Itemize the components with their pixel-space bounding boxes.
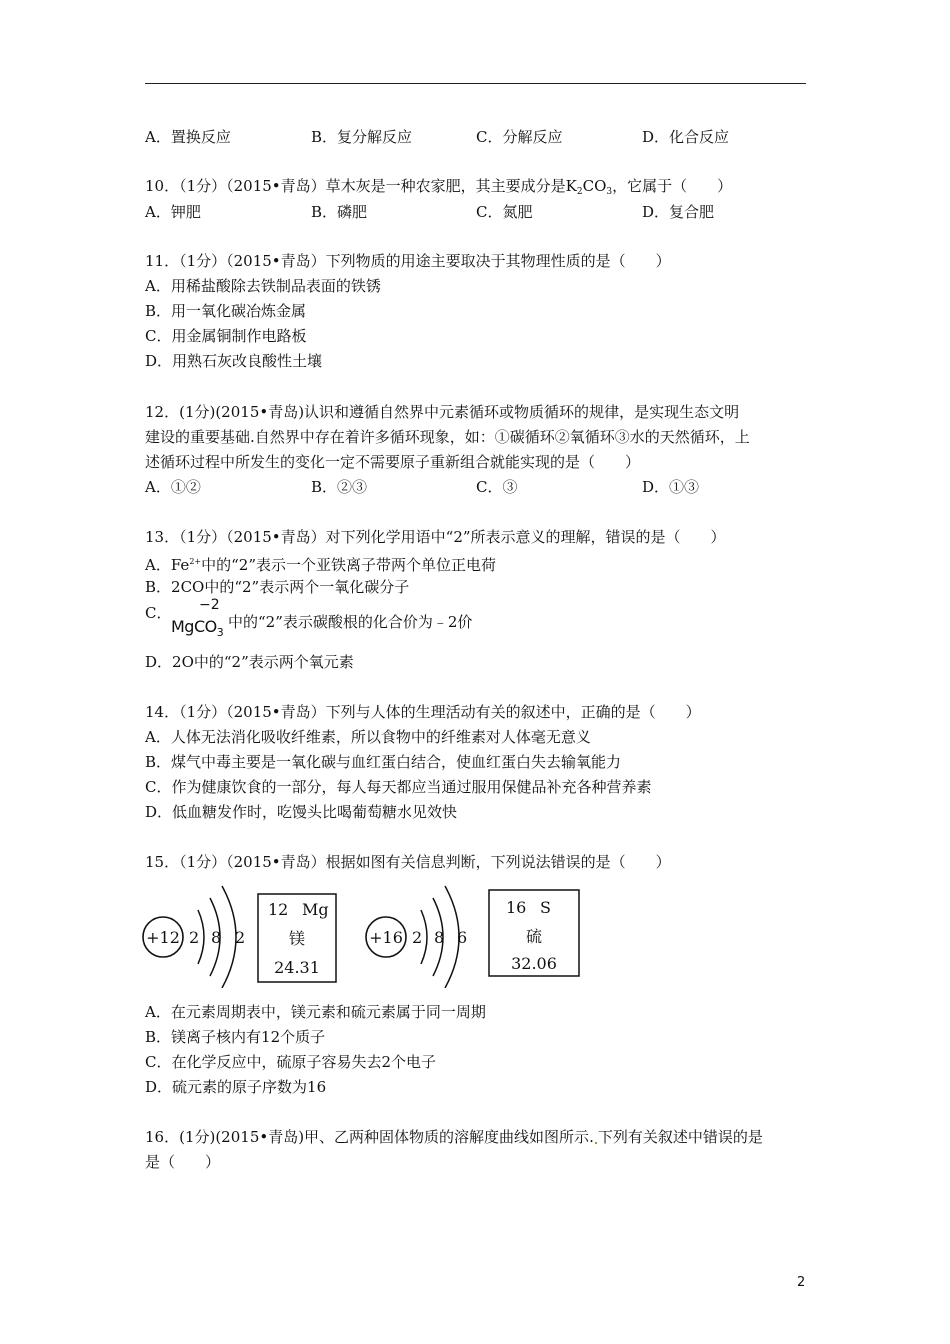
q12-option-a[interactable]: A．①② <box>145 478 201 496</box>
s-atom-diagram <box>366 886 467 988</box>
mg-element-card <box>258 894 336 982</box>
q15-stem: 15．（1分）（2015•青岛）根据如图有关信息判断，下列说法错误的是（ ） <box>145 853 671 871</box>
s-name: 硫 <box>525 927 543 946</box>
q10-option-b[interactable]: B．磷肥 <box>311 203 368 221</box>
q11-option-d[interactable]: D．用熟石灰改良酸性土壤 <box>145 352 323 370</box>
q12-option-c[interactable]: C．③ <box>476 478 518 496</box>
formula-charge: −2 <box>199 597 220 613</box>
mg-nucleus-charge: +12 <box>146 928 180 947</box>
q11-option-c[interactable]: C．用金属铜制作电路板 <box>145 327 307 345</box>
q14-option-a[interactable]: A．人体无法消化吸收纤维素，所以食物中的纤维素对人体毫无意义 <box>145 728 591 746</box>
q16-stem-start: 16．(1分)(2015•青岛)甲、乙两种固体物质的溶解度曲线如图所示. <box>145 1128 594 1146</box>
q11-option-b[interactable]: B．用一氧化碳冶炼金属 <box>145 302 307 320</box>
q10-co: CO <box>582 177 607 195</box>
q12-stem-line3: 述循环过程中所发生的变化一定不需要原子重新组合就能实现的是（ ） <box>145 453 641 471</box>
mg-shell-arc-3 <box>222 886 236 988</box>
q9-options <box>145 127 806 147</box>
q12-options <box>145 477 806 497</box>
q10-stem <box>145 176 732 202</box>
q9-option-a[interactable]: A．置换反应 <box>145 128 231 146</box>
q16-stem-line2: 是（ ） <box>145 1153 221 1171</box>
q14-option-c[interactable]: C．作为健康饮食的一部分，每人每天都应当通过服用保健品补充各种营养素 <box>145 778 652 796</box>
q11-option-a[interactable]: A．用稀盐酸除去铁制品表面的铁锈 <box>145 277 381 295</box>
mg-atomic-mass: 24.31 <box>274 958 320 977</box>
mg-shell-1-count: 2 <box>189 928 200 947</box>
q13-option-b[interactable]: B．2CO中的“2”表示两个一氧化碳分子 <box>145 578 410 596</box>
s-symbol: S <box>540 898 551 917</box>
q13-option-c-label[interactable]: C． <box>145 604 172 622</box>
q9-option-d[interactable]: D．化合反应 <box>642 128 730 146</box>
highlight-dot <box>595 1142 597 1144</box>
mgco3-formula <box>171 597 231 643</box>
q10-sub-co: 3 <box>606 187 613 197</box>
q12-option-b[interactable]: B．②③ <box>311 478 368 496</box>
q10-sub-k: 2 <box>576 187 583 197</box>
q15-option-d[interactable]: D．硫元素的原子序数为16 <box>145 1078 327 1096</box>
q12-stem-line1: 12．(1分)(2015•青岛)认识和遵循自然界中元素循环或物质循环的规律，是实现生态文明 <box>145 403 740 421</box>
q13-option-c-text: 中的“2”表示碳酸根的化合价为﹣2价 <box>228 613 473 631</box>
mg-name: 镁 <box>288 929 306 948</box>
mg-shell-2-count: 8 <box>211 928 222 947</box>
q13-option-d[interactable]: D．2O中的“2”表示两个氧元素 <box>145 653 354 671</box>
q16-stem-line1 <box>145 1127 763 1147</box>
s-shell-2-count: 8 <box>434 928 445 947</box>
q15-option-c[interactable]: C．在化学反应中，硫原子容易失去2个电子 <box>145 1053 437 1071</box>
formula-mgco3: MgCO$_3$ <box>171 617 224 639</box>
q11-stem: 11．（1分）（2015•青岛）下列物质的用途主要取决于其物理性质的是（ ） <box>145 252 671 270</box>
q13-fe-charge: 2+ <box>189 557 202 566</box>
q10-stem-text: 10．（1分）（2015•青岛）草木灰是一种农家肥，其主要成分是K <box>145 177 577 195</box>
s-element-card <box>489 890 579 976</box>
s-shell-3-count: 6 <box>457 928 468 947</box>
q14-option-b[interactable]: B．煤气中毒主要是一氧化碳与血红蛋白结合，使血红蛋白失去输氧能力 <box>145 753 622 771</box>
page-number: 2 <box>797 1275 806 1290</box>
q10-option-c[interactable]: C．氮肥 <box>476 203 533 221</box>
q10-option-d[interactable]: D．复合肥 <box>642 203 715 221</box>
s-atomic-mass: 32.06 <box>511 954 557 973</box>
mg-atom-diagram <box>143 886 245 988</box>
q9-option-b[interactable]: B．复分解反应 <box>311 128 413 146</box>
q14-stem: 14．（1分）（2015•青岛）下列与人体的生理活动有关的叙述中，正确的是（ ） <box>145 703 701 721</box>
q14-option-d[interactable]: D．低血糖发作时，吃馒头比喝葡萄糖水见效快 <box>145 803 458 821</box>
q16-stem-end: 下列有关叙述中错误的是 <box>597 1128 763 1146</box>
mg-shell-3-count: 2 <box>235 928 246 947</box>
q13-stem: 13．（1分）（2015•青岛）对下列化学用语中“2”所表示意义的理解，错误的是（ ） <box>145 528 726 546</box>
q10-option-a[interactable]: A．钾肥 <box>145 203 201 221</box>
s-shell-1-count: 2 <box>412 928 423 947</box>
q10-options <box>145 202 806 222</box>
atom-structure-figure <box>136 880 596 988</box>
q15-option-a[interactable]: A．在元素周期表中，镁元素和硫元素属于同一周期 <box>145 1003 486 1021</box>
q13-fe: A．Fe <box>145 556 190 574</box>
q10-stem-end: ，它属于（ ） <box>612 177 733 195</box>
mg-atomic-number: 12 <box>268 900 289 919</box>
q15-option-b[interactable]: B．镁离子核内有12个质子 <box>145 1028 326 1046</box>
q9-option-c[interactable]: C．分解反应 <box>476 128 563 146</box>
q12-stem-line2: 建设的重要基础.自然界中存在着许多循环现象，如：①碳循环②氧循环③水的天然循环，上 <box>145 428 750 446</box>
header-rule <box>145 83 806 84</box>
q13-option-a-text: 中的“2”表示一个亚铁离子带两个单位正电荷 <box>201 556 496 574</box>
q12-option-d[interactable]: D．①③ <box>642 478 700 496</box>
s-nucleus-charge: +16 <box>369 928 403 947</box>
q13-option-a[interactable] <box>145 552 496 575</box>
s-atomic-number: 16 <box>506 898 527 917</box>
mg-symbol: Mg <box>302 900 329 919</box>
